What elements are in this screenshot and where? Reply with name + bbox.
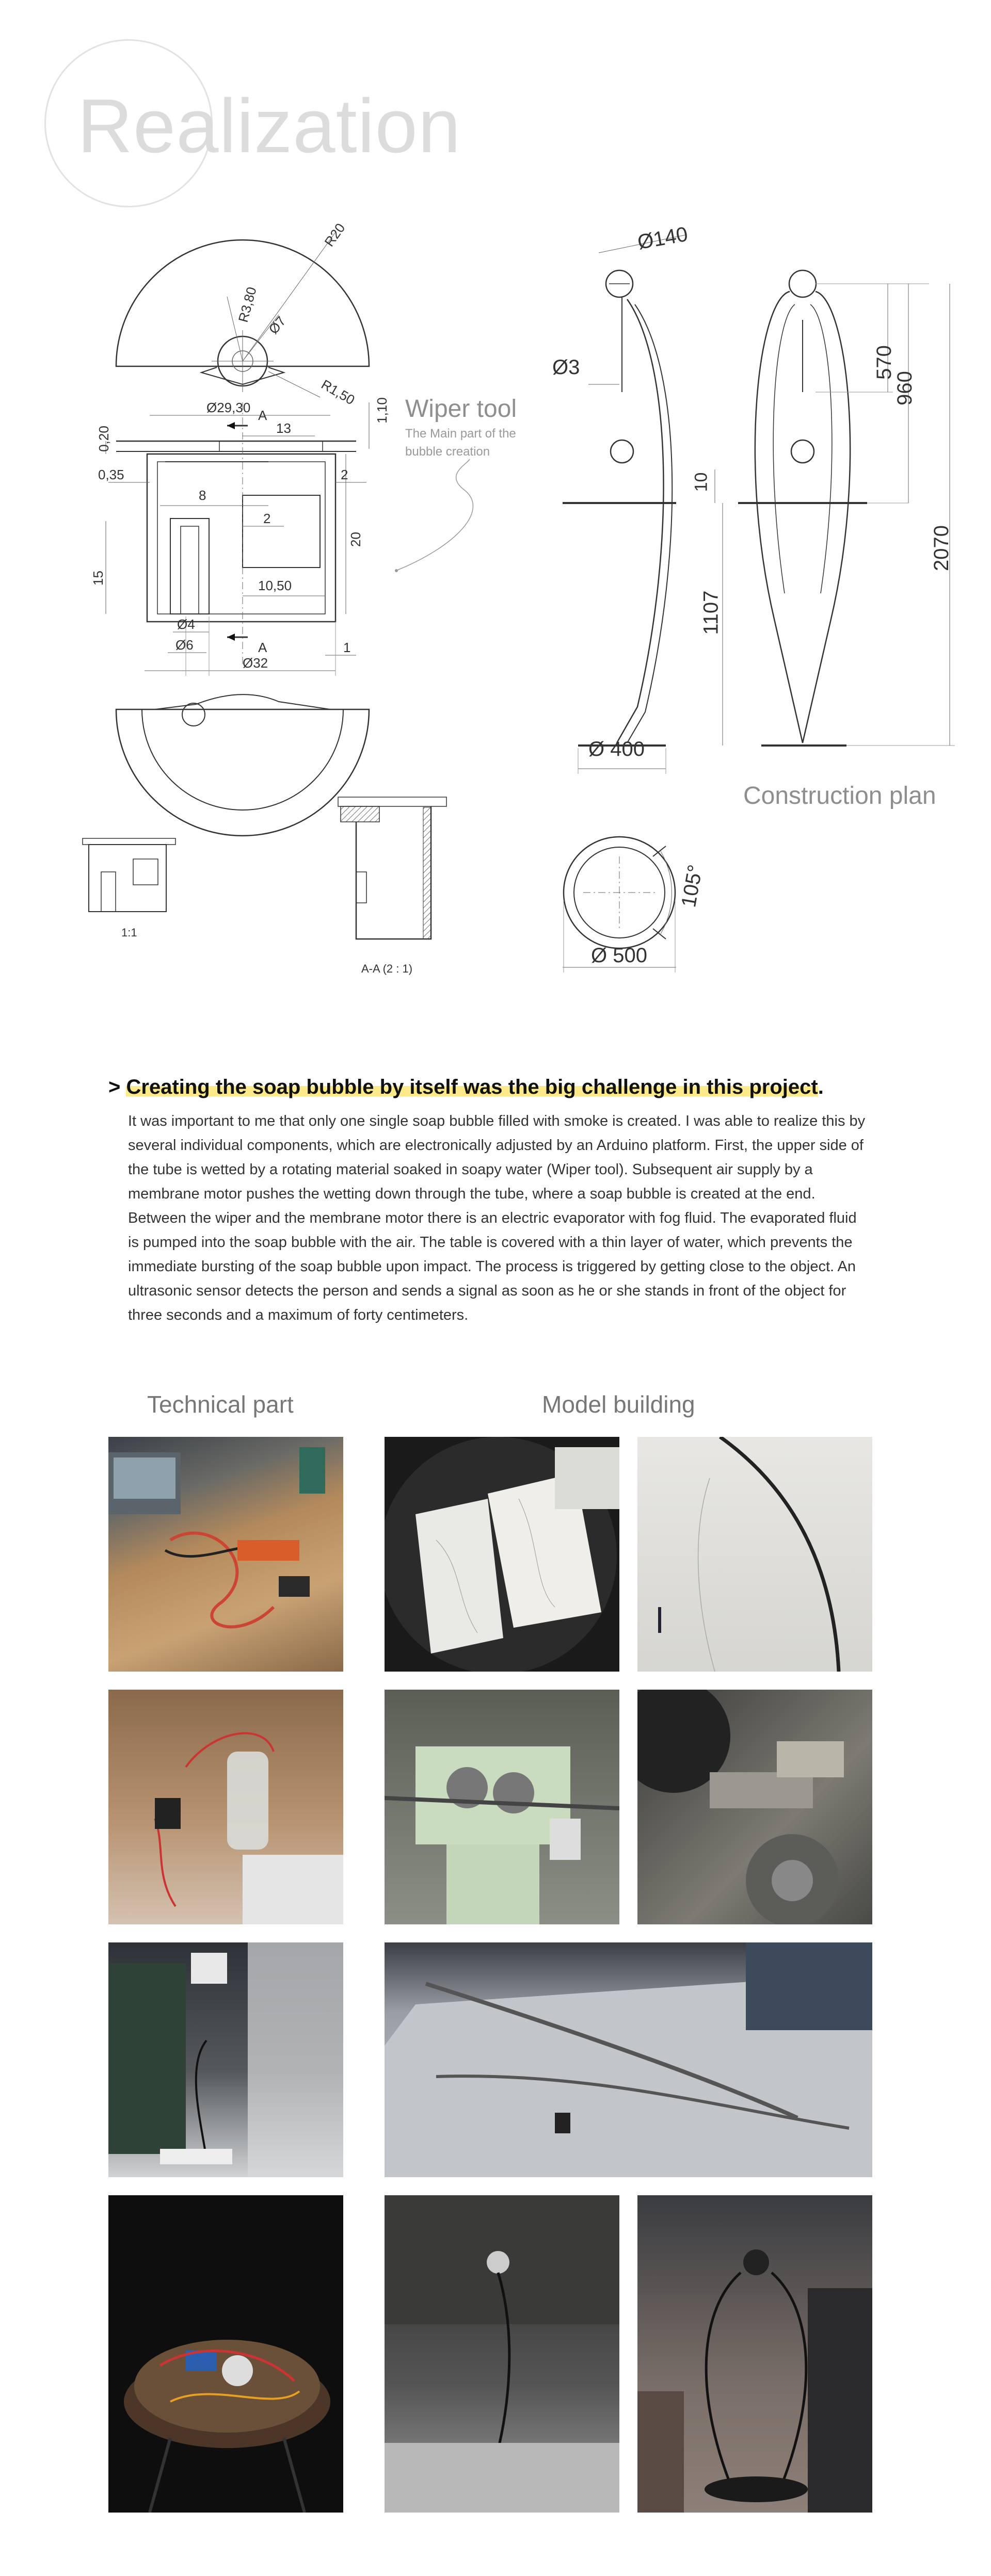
dim-2070: 2070 <box>930 525 953 571</box>
dim-960: 960 <box>893 371 916 406</box>
photo-plans-on-table <box>385 1437 619 1672</box>
photo-stand-in-workshop-detail <box>385 2195 619 2513</box>
wiper-tool-sub-1: The Main part of the <box>405 427 516 441</box>
section-view-label: A-A (2 : 1) <box>361 962 413 975</box>
dim-110: 1,10 <box>374 397 390 424</box>
wiper-tool-sub-2: bubble creation <box>405 445 490 459</box>
photo-finished-object-detail <box>637 2195 872 2513</box>
model-building-label: Model building <box>542 1391 695 1418</box>
dim-035: 0,35 <box>98 467 124 482</box>
photo-finished-object <box>637 2195 872 2513</box>
body-paragraph: It was important to me that only one single soap bubble filled with smoke is created. I was able to realize this by several individual components, which are electronically adjusted by an Arduino platform. First, the upper side of the tube is wetted by a rotating material soaked in soapy water (Wiper tool). Subsequent air supply by a membrane motor pushes the wetting down through the tube, where a soap bubble is created at the end. Between the wiper and the membrane motor there is an electric evaporator with fog fluid. The evaporated fluid is pumped into the soap bubble with the air. The table is covered with a thin layer of water, which prevents the immediate bursting of the soap bubble upon impact. The process is triggered by getting close to the object. An ultrasonic sensor detects the person and sends a signal as soon as he or she stands in front of the object for three seconds and a maximum of forty centimeters. <box>128 1113 866 1323</box>
construction-plan-label: Construction plan <box>743 782 936 809</box>
dim-d4: Ø4 <box>177 617 195 632</box>
dim-d6: Ø6 <box>175 637 194 653</box>
dim-15: 15 <box>90 571 106 586</box>
headline <box>108 1076 824 1099</box>
dim-020: 0,20 <box>95 426 111 452</box>
photo-evaporator-test-detail <box>108 1690 343 1924</box>
dimension-labels <box>0 0 991 1032</box>
dim-1: 1 <box>343 640 351 655</box>
photo-welding-table-frame <box>385 1942 872 2177</box>
wiper-tool-label: Wiper tool <box>405 395 517 423</box>
dim-d140: Ø140 <box>635 222 690 254</box>
dim-8: 8 <box>199 488 206 503</box>
dim-570: 570 <box>872 345 896 380</box>
section-marker-bottom: A <box>258 640 267 655</box>
dim-r380: R3,80 <box>235 285 260 324</box>
photo-lathe <box>637 1690 872 1924</box>
dim-2-inner: 2 <box>263 511 271 526</box>
dim-d400: Ø 400 <box>588 738 645 760</box>
photo-stand-in-workshop <box>385 2195 619 2513</box>
dim-r150: R1,50 <box>318 376 358 408</box>
dim-d500: Ø 500 <box>591 944 647 967</box>
headline-prefix: > <box>108 1076 126 1098</box>
dim-d7: Ø7 <box>265 313 289 337</box>
headline-period: . <box>818 1076 824 1098</box>
dim-1107: 1107 <box>699 590 723 635</box>
photo-evaporator-test <box>108 1690 343 1924</box>
scale-label: 1:1 <box>121 926 137 939</box>
photo-prototype-in-room-detail <box>108 1942 343 2177</box>
photo-electronics-bowl-detail <box>108 2195 343 2513</box>
photo-lathe-detail <box>637 1690 872 1924</box>
photo-full-scale-sketch-detail <box>637 1437 872 1672</box>
photo-prototype-in-room <box>108 1942 343 2177</box>
dim-13: 13 <box>276 420 291 436</box>
dim-d2930: Ø29,30 <box>206 400 251 415</box>
photo-plans-on-table-detail <box>385 1437 619 1672</box>
photo-electronics-workbench <box>108 1437 343 1672</box>
dim-r20: R20 <box>321 220 348 250</box>
page-title: Realization <box>77 84 461 169</box>
photo-bending-machine-detail <box>385 1690 619 1924</box>
dim-20: 20 <box>347 532 363 547</box>
dim-2-right: 2 <box>341 467 348 482</box>
headline-text: Creating the soap bubble by itself was the big challenge in this project <box>126 1076 818 1098</box>
section-marker-top: A <box>258 408 267 423</box>
dim-d32: Ø32 <box>243 655 268 671</box>
photo-electronics-bowl <box>108 2195 343 2513</box>
photo-electronics-workbench-detail <box>108 1437 343 1672</box>
photo-full-scale-sketch <box>637 1437 872 1672</box>
dim-d3: Ø3 <box>552 356 580 379</box>
photo-bending-machine <box>385 1690 619 1924</box>
photo-welding-table-frame-detail <box>385 1942 872 2177</box>
technical-part-label: Technical part <box>147 1391 294 1418</box>
dim-1050: 10,50 <box>258 578 292 593</box>
dim-10: 10 <box>691 472 711 492</box>
dim-105: 105° <box>677 863 707 909</box>
